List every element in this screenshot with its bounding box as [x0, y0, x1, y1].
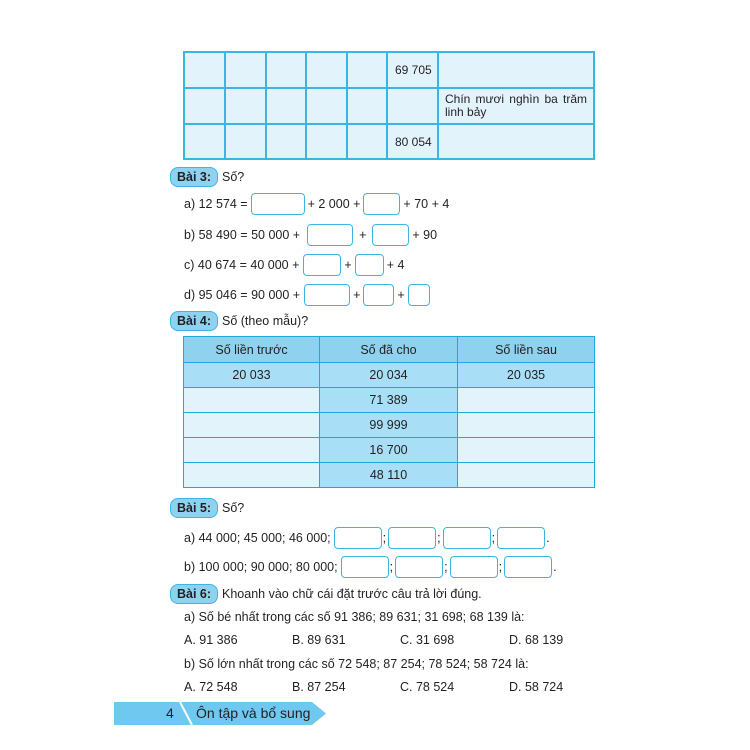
- next-number-cell[interactable]: [458, 388, 595, 413]
- operator-text: + 2 000 +: [307, 197, 361, 211]
- digit-cell[interactable]: [347, 52, 387, 88]
- column-header: Số liền sau: [458, 337, 595, 363]
- equation-label: b) 58 490 = 50 000 +: [184, 228, 301, 242]
- end-punctuation: .: [546, 531, 550, 545]
- option-d[interactable]: D. 68 139: [509, 633, 564, 647]
- digit-cell[interactable]: [225, 88, 266, 124]
- exercise-5b: [184, 556, 557, 578]
- previous-number-cell[interactable]: [184, 463, 320, 488]
- operator-text: + 90: [412, 228, 438, 242]
- exercise-4-instruction: Số (theo mẫu)?: [222, 314, 309, 328]
- next-number-cell: 20 035: [458, 363, 595, 388]
- option-a[interactable]: A. 91 386: [184, 633, 238, 647]
- answer-box[interactable]: [443, 527, 491, 549]
- column-header: Số liền trước: [184, 337, 320, 363]
- table-row-example: [184, 363, 595, 388]
- number-cell[interactable]: [387, 88, 438, 124]
- exercise-3b: [184, 224, 437, 246]
- digit-cell[interactable]: [347, 124, 387, 159]
- answer-box[interactable]: [363, 193, 400, 215]
- digit-cell[interactable]: [306, 52, 347, 88]
- digit-cell[interactable]: [266, 52, 306, 88]
- separator-text: ;: [382, 531, 387, 545]
- operator-text: +: [344, 258, 352, 272]
- table-row: [184, 52, 594, 88]
- exercise-badge-3: Bài 3:: [170, 167, 218, 187]
- previous-number-cell[interactable]: [184, 413, 320, 438]
- question-6b: b) Số lớn nhất trong các số 72 548; 87 254; 78 524; 58 724 là:: [184, 657, 529, 671]
- separator-text: ;: [491, 531, 496, 545]
- question-6a: a) Số bé nhất trong các số 91 386; 89 631; 31 698; 68 139 là:: [184, 610, 525, 624]
- sequence-label: b) 100 000; 90 000; 80 000;: [184, 560, 338, 574]
- exercise-badge-5: Bài 5:: [170, 498, 218, 518]
- table-row: [184, 438, 595, 463]
- digit-cell[interactable]: [306, 124, 347, 159]
- previous-number-cell: 20 033: [184, 363, 320, 388]
- answer-box[interactable]: [341, 556, 389, 578]
- words-cell[interactable]: [438, 52, 594, 88]
- answer-box[interactable]: [355, 254, 384, 276]
- table-row: [184, 88, 594, 124]
- answer-box[interactable]: [303, 254, 341, 276]
- table-header-row: [184, 337, 595, 363]
- next-number-cell[interactable]: [458, 463, 595, 488]
- digit-cell[interactable]: [184, 124, 225, 159]
- table-row: [184, 413, 595, 438]
- equation-label: c) 40 674 = 40 000 +: [184, 258, 300, 272]
- exercise-3d: [184, 284, 430, 306]
- exercise-3-instruction: Số?: [222, 170, 245, 184]
- answer-box[interactable]: [363, 284, 394, 306]
- digit-cell[interactable]: [266, 124, 306, 159]
- exercise-6-instruction: Khoanh vào chữ cái đặt trước câu trả lời đúng.: [222, 587, 482, 601]
- answer-box[interactable]: [251, 193, 305, 215]
- next-number-cell[interactable]: [458, 438, 595, 463]
- successor-table: [183, 336, 595, 488]
- option-b[interactable]: B. 87 254: [292, 680, 346, 694]
- exercise-5a: [184, 527, 550, 549]
- table-row: [184, 388, 595, 413]
- digit-cell[interactable]: [184, 88, 225, 124]
- separator-text: ;: [444, 560, 448, 574]
- page-number: 4: [166, 705, 174, 721]
- given-number-cell: 20 034: [320, 363, 458, 388]
- number-cell: 69 705: [387, 52, 438, 88]
- operator-text: +: [359, 228, 367, 242]
- given-number-cell: 99 999: [320, 413, 458, 438]
- digit-cell[interactable]: [225, 124, 266, 159]
- words-cell[interactable]: [438, 124, 594, 159]
- next-number-cell[interactable]: [458, 413, 595, 438]
- given-number-cell: 71 389: [320, 388, 458, 413]
- answer-box[interactable]: [450, 556, 498, 578]
- digit-cell[interactable]: [306, 88, 347, 124]
- words-cell: Chín mươi nghìn ba trăm linh bảy: [438, 88, 594, 124]
- option-a[interactable]: A. 72 548: [184, 680, 238, 694]
- exercise-3c: [184, 254, 404, 276]
- answer-box[interactable]: [334, 527, 382, 549]
- page-footer: [114, 702, 326, 725]
- answer-box[interactable]: [304, 284, 350, 306]
- separator-text: ;: [498, 560, 503, 574]
- operator-text: + 70 + 4: [403, 197, 450, 211]
- digit-cell[interactable]: [347, 88, 387, 124]
- table-row: [184, 124, 594, 159]
- answer-box[interactable]: [504, 556, 552, 578]
- separator-text: ;: [389, 560, 394, 574]
- equation-label: a) 12 574 =: [184, 197, 248, 211]
- given-number-cell: 16 700: [320, 438, 458, 463]
- table-row: [184, 463, 595, 488]
- column-header: Số đã cho: [320, 337, 458, 363]
- number-cell: 80 054: [387, 124, 438, 159]
- operator-text: +: [353, 288, 361, 302]
- operator-text: + 4: [386, 258, 405, 272]
- option-b[interactable]: B. 89 631: [292, 633, 346, 647]
- equation-label: d) 95 046 = 90 000 +: [184, 288, 301, 302]
- given-number-cell: 48 110: [320, 463, 458, 488]
- digit-cell[interactable]: [184, 52, 225, 88]
- answer-box[interactable]: [372, 224, 409, 246]
- previous-number-cell[interactable]: [184, 438, 320, 463]
- option-c[interactable]: C. 31 698: [400, 633, 455, 647]
- exercise-5-instruction: Số?: [222, 501, 245, 515]
- option-c[interactable]: C. 78 524: [400, 680, 455, 694]
- chapter-title: Ôn tập và bổ sung: [196, 705, 311, 721]
- digit-cell[interactable]: [266, 88, 306, 124]
- operator-text: +: [397, 288, 405, 302]
- previous-number-cell[interactable]: [184, 388, 320, 413]
- option-d[interactable]: D. 58 724: [509, 680, 564, 694]
- place-value-table: [183, 51, 595, 160]
- answer-box[interactable]: [307, 224, 353, 246]
- answer-box[interactable]: [497, 527, 545, 549]
- separator-text: ;: [437, 531, 441, 545]
- exercise-badge-4: Bài 4:: [170, 311, 218, 331]
- answer-box[interactable]: [408, 284, 430, 306]
- digit-cell[interactable]: [225, 52, 266, 88]
- answer-box[interactable]: [395, 556, 443, 578]
- end-punctuation: .: [553, 560, 557, 574]
- answer-box[interactable]: [388, 527, 436, 549]
- exercise-badge-6: Bài 6:: [170, 584, 218, 604]
- exercise-3a: [184, 193, 449, 215]
- sequence-label: a) 44 000; 45 000; 46 000;: [184, 531, 331, 545]
